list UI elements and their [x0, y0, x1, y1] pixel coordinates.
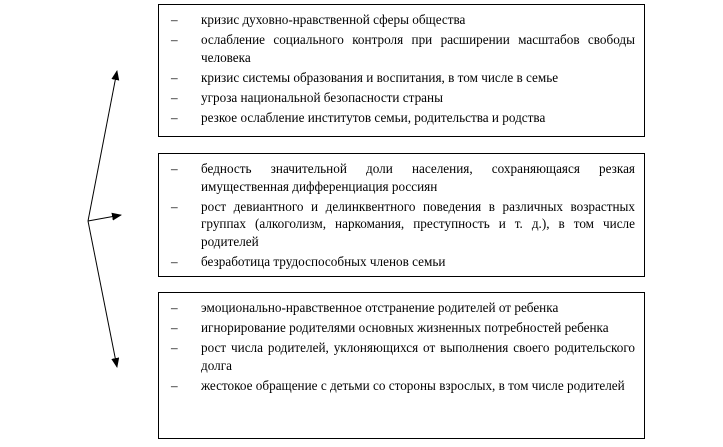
dash-bullet: – [171, 89, 178, 105]
item-text: рост девиантного и делинквентного поведения в различных возрастных группах (алкоголизм, наркомания, преступность и т. д.), в том числе родителей [201, 198, 635, 249]
list-item [171, 89, 635, 107]
dash-bullet: – [171, 377, 178, 393]
item-text: ослабление социального контроля при расширении масштабов свободы человека [201, 31, 635, 65]
item-text: игнорирование родителями основных жизненных потребностей ребенка [201, 319, 609, 335]
item-text: жестокое обращение с детьми со стороны взрослых, в том числе родителей [201, 377, 625, 393]
arrow-to-box-2 [88, 215, 121, 221]
dash-bullet: – [171, 253, 178, 269]
item-text: кризис духовно-нравственной сферы общества [201, 12, 466, 27]
list-item [171, 109, 635, 127]
item-list [171, 11, 635, 126]
dash-bullet: – [171, 300, 178, 315]
arrow-to-box-3 [88, 221, 117, 367]
box-consequences-society [158, 4, 645, 137]
list-item [171, 319, 635, 337]
dash-bullet: – [171, 69, 178, 85]
item-text: кризис системы образования и воспитания, в том числе в семье [201, 69, 559, 85]
dash-bullet: – [171, 31, 178, 47]
item-text: безработица трудоспособных членов семьи [201, 253, 446, 269]
item-list [171, 299, 635, 394]
dash-bullet: – [171, 198, 178, 214]
dash-bullet: – [171, 12, 178, 27]
item-text: угроза национальной безопасности страны [201, 89, 443, 105]
item-text: эмоционально-нравственное отстранение родителей от ребенка [201, 300, 559, 315]
list-item [171, 31, 635, 66]
item-text: резкое ослабление институтов семьи, родительства и родства [201, 109, 546, 125]
list-item [171, 69, 635, 87]
dash-bullet: – [171, 109, 178, 125]
list-item [171, 198, 635, 251]
item-list [171, 160, 635, 270]
arrow-to-box-1 [88, 71, 117, 221]
box-consequences-family [158, 292, 645, 439]
list-item [171, 11, 635, 29]
box-consequences-social [158, 153, 645, 277]
dash-bullet: – [171, 319, 178, 335]
dash-bullet: – [171, 339, 178, 355]
list-item [171, 377, 635, 395]
list-item [171, 299, 635, 317]
item-text: бедность значительной доли населения, сохраняющаяся резкая имущественная дифференциация россиян [201, 161, 635, 194]
dash-bullet: – [171, 161, 178, 176]
item-text: рост числа родителей, уклоняющихся от выполнения своего родительского долга [201, 339, 635, 373]
list-item [171, 253, 635, 271]
list-item [171, 339, 635, 374]
list-item [171, 160, 635, 195]
